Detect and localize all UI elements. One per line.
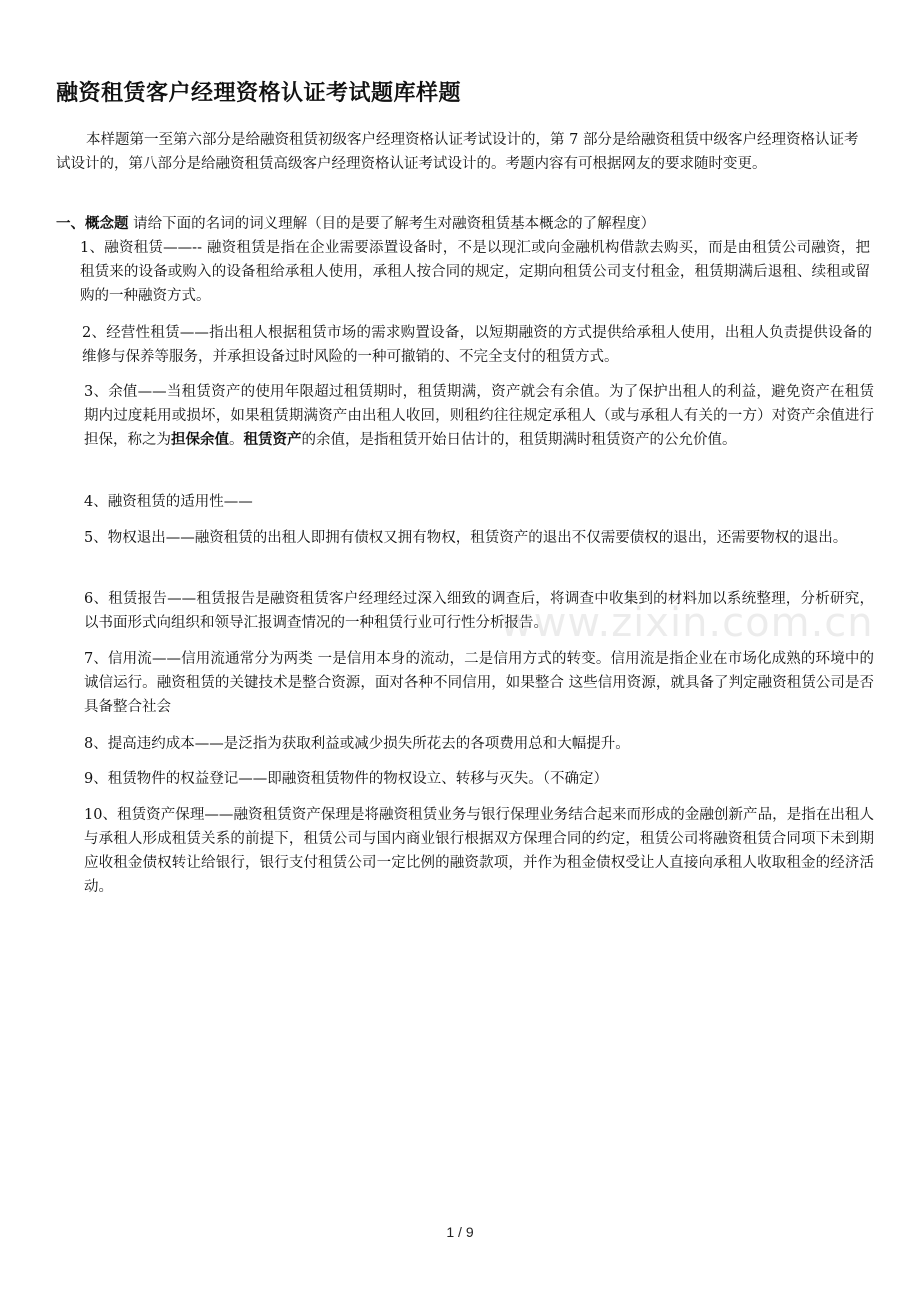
document-title: 融资租赁客户经理资格认证考试题库样题 — [56, 81, 462, 106]
entry-property-exit: 5、物权退出——融资租赁的出租人即拥有债权又拥有物权，租赁资产的退出不仅需要债权的退出，还需要物权的退出。 — [84, 530, 848, 546]
entry-operating-lease: 2、经营性租赁——指出租人根据租赁市场的需求购置设备，以短期融资的方式提供给承租人使用，出租人负责提供设备的维修与保养等服务，并承担设备过时风险的一种可撤销的、不完全支付的租赁方式。 — [82, 325, 872, 365]
entry-financial-leasing: 1、融资租赁——-- 融资租赁是指在企业需要添置设备时，不是以现汇或向金融机构借款去购买，而是由租赁公司融资，把租赁来的设备或购入的设备租给承租人使用，承租人按合同的规定，定期向租赁公司支付租金，租赁期满后退租、续租或留购的一种融资方式。 — [80, 240, 870, 304]
entry-lease-report: 6、租赁报告——租赁报告是融资租赁客户经理经过深入细致的调查后，将调查中收集到的材料加以系统整理，分析研究，以书面形式向组织和领导汇报调查情况的一种租赁行业可行性分析报告。 — [84, 591, 874, 631]
entry-applicability: 4、融资租赁的适用性—— — [84, 494, 253, 510]
entry-asset-factoring: 10、租赁资产保理——融资租赁资产保理是将融资租赁业务与银行保理业务结合起来而形成的金融创新产品，是指在出租人与承租人形成租赁关系的前提下，租赁公司与国内商业银行根据双方保理合同的约定，租赁公司将融资租赁合同项下未到期应收租金债权转让给银行，银行支付租赁公司一定比例的融资款项，并作为租金债权受让人直接向承租人收取租金的经济活动。 — [84, 807, 874, 895]
entry-residual-value-text-2: 。 — [229, 432, 244, 448]
entry-residual-value — [84, 380, 874, 452]
guaranteed-residual-term: 担保余值 — [171, 432, 229, 448]
entry-credit-flow: 7、信用流——信用流通常分为两类 一是信用本身的流动，二是信用方式的转变。信用流是指企业在市场化成熟的环境中的诚信运行。融资租赁的关键技术是整合资源，面对各种不同信用，如果整合 这些信用资源，就具备了判定融资租赁公司是否具备整合社会 — [84, 651, 874, 715]
page-number: 1 / 9 — [446, 1224, 474, 1240]
entry-residual-value-text-1: 3、余值——当租赁资产的使用年限超过租赁期时，租赁期满，资产就会有余值。为了保护出租人的利益，避免资产在租赁期内过度耗用或损坏，如果租赁期满资产由出租人收回，则租约往往规定承租人（或与承租人有关的一方）对资产余值进行担保，称之为 — [84, 384, 874, 448]
entry-default-cost: 8、提高违约成本——是泛指为获取利益或减少损失所花去的各项费用总和大幅提升。 — [84, 736, 630, 752]
section-label: 一、概念题 — [56, 216, 129, 232]
leased-asset-term: 租赁资产 — [243, 432, 302, 448]
section-instruction: 请给下面的名词的词义理解（目的是要了解考生对融资租赁基本概念的了解程度） — [128, 216, 656, 232]
intro-paragraph: 本样题第一至第六部分是给融资租赁初级客户经理资格认证考试设计的，第 7 部分是给融资租赁中级客户经理资格认证考试设计的，第八部分是给融资租赁高级客户经理资格认证考试设计的。考题内容有可根据网友的要求随时变更。 — [56, 132, 859, 172]
entry-rights-registration: 9、租赁物件的权益登记——即融资租赁物件的物权设立、转移与灭失。（不确定） — [84, 771, 608, 787]
entry-residual-value-text-3: 的余值，是指租赁开始日估计的，租赁期满时租赁资产的公允价值。 — [301, 432, 737, 448]
section-heading — [56, 212, 876, 236]
watermark: www.zixin.com.cn — [500, 600, 874, 646]
